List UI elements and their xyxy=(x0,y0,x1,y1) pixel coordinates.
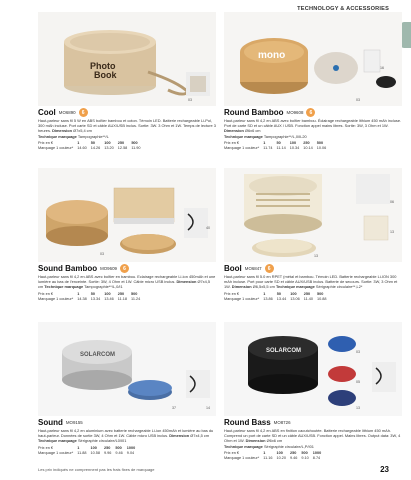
technique-label: Technique marquage xyxy=(38,438,77,444)
dimension-value: Ø6x6 cm xyxy=(266,438,283,444)
product-description: Haut-parleur sans fil 5.0 en RPET (métal et bambou. Témoin LED. Batterie rechargeable Li-ION 300 mAh incluse. Port pour carte SD et câble AUX/USB inclus. Batterie de secours. Sortie: 3W, 3 Ohm et 1W. Dimension Ø6,5x5,5 cm Technique marquage Sérigraphie circulaire**,L2* xyxy=(224,274,398,290)
product-title xyxy=(224,108,402,117)
technique-value: Sérigraphie circulaire**,L2* xyxy=(315,284,363,290)
price-row: Marquage 1 couleur* 14.60 14.26 13.20 12.58 11.90 xyxy=(38,146,141,151)
product-round-bass xyxy=(224,322,402,461)
thumb-number: 40 xyxy=(206,226,210,230)
eco-badge: 6 xyxy=(120,264,129,273)
thumb-number: 05 xyxy=(356,380,360,384)
product-photo xyxy=(224,168,402,262)
product-description: Haut-parleur sans fil 4,2 en ABS en finition caoutchoutée. Batterie rechargeable lithium 450 mAh. Comprend un port de carte SD et un câble AUX/USB. Fonction appel. Mains libres. Output data: 3W, 4 Ohm et 1W. Dimension Ø6x6 cm Technique marquage Sérigraphie circulaire/L,P/I01 xyxy=(224,428,401,449)
technique-value: Tampographie**/L xyxy=(77,133,109,139)
qty-row: Prix en € 1 50 100 250 500 xyxy=(224,292,324,297)
technique-value: Sérigraphie circulaire/L,P/I01 xyxy=(263,443,314,449)
qty-row: Prix en € 1 50 100 250 500 xyxy=(224,141,324,146)
price-table xyxy=(38,292,144,302)
product-title xyxy=(38,418,216,427)
price-table xyxy=(38,141,145,151)
svg-text:Book: Book xyxy=(94,70,117,80)
product-title xyxy=(38,264,216,273)
footer-note: Les prix indiqués ne comprennent pas les frais fixes de marquage xyxy=(38,467,155,472)
price-row: Marquage 1 couleur* 11.16 10.20 9.46 9.10 8.74 xyxy=(224,456,321,461)
speaker-round-bamboo-photo xyxy=(224,12,402,106)
svg-text:mono: mono xyxy=(258,50,286,61)
product-title xyxy=(224,418,402,427)
qty-row: Prix en € 1 100 250 500 1000 xyxy=(224,451,322,456)
product-round-bamboo xyxy=(224,12,402,151)
product-name: Bool xyxy=(224,264,242,273)
thumb-number: 13 xyxy=(314,254,318,258)
speaker-sound-bamboo-photo xyxy=(38,168,216,262)
product-code: MO9608 xyxy=(286,110,304,115)
product-description: Haut-parleur sans fil 4,2 en aluminium avec batterie rechargeable Li-ion 450mAh et lumière au bas du haut-parleur. Données de sortie 3W, 4 Ohm et 1W. Câble micro USB inclus. Dimension Ø7x4,5 cm Technique marquage Sérigraphie circulaire/L0/I01 xyxy=(38,428,214,444)
product-photo xyxy=(224,12,402,106)
product-name: Round Bass xyxy=(224,418,271,427)
product-sound-bamboo xyxy=(38,168,216,302)
thumb-number: 14 xyxy=(206,406,210,410)
price-row: Marquage 1 couleur* 11.74 11.14 10.34 10.14 10.06 xyxy=(224,146,327,151)
technique-value: Tampographie**/L,0/IL20 xyxy=(263,133,307,139)
product-code: MO6847 xyxy=(244,266,262,271)
product-photo xyxy=(38,322,216,416)
product-name: Sound xyxy=(38,418,63,427)
dimension-label: Dimension xyxy=(231,284,252,290)
speaker-sound-photo xyxy=(38,322,216,416)
product-sound xyxy=(38,322,216,456)
price-row: Marquage 1 couleur* 14.38 13.34 13.46 11.18 11.24 xyxy=(38,297,141,302)
svg-text:SOLARCOM: SOLARCOM xyxy=(266,348,301,354)
qty-row: Prix en € 1 50 100 250 500 xyxy=(38,292,138,297)
eco-badge: 6 xyxy=(306,108,315,117)
technique-label: Technique marquage xyxy=(44,284,84,290)
product-photo xyxy=(38,168,216,262)
section-header: TECHNOLOGY & ACCESSORIES xyxy=(297,6,389,12)
thumb-number: 03 xyxy=(100,252,104,256)
dimension-value: Ø7x4,5 cm xyxy=(190,433,210,439)
product-code: MO9609 xyxy=(100,266,117,271)
dimension-value: Ø7x5,4 cm xyxy=(73,128,92,134)
technique-label: Technique marquage xyxy=(224,443,263,449)
technique-value: Tampographie**/L,0/I1 xyxy=(84,284,123,290)
product-photo xyxy=(38,12,216,106)
price-table xyxy=(224,141,330,151)
dimension-label: Dimension xyxy=(52,128,72,134)
speaker-round-bass-photo xyxy=(224,322,402,416)
section-tab[interactable] xyxy=(401,22,411,48)
speaker-bool-photo xyxy=(224,168,402,262)
eco-badge: 6 xyxy=(265,264,274,273)
thumb-number: 03 xyxy=(188,98,192,102)
product-photo xyxy=(224,322,402,416)
svg-text:SOLARCOM: SOLARCOM xyxy=(80,352,115,358)
qty-row: Prix en € 1 50 100 250 500 xyxy=(38,141,138,146)
technique-value: Sérigraphie circulaire/L0/I01 xyxy=(77,438,127,444)
qty-row: Prix en € 1 100 250 500 1000 xyxy=(38,446,136,451)
product-name: Round Bamboo xyxy=(224,108,284,117)
product-name: Cool xyxy=(38,108,56,117)
product-code: MO9155 xyxy=(65,420,83,425)
technique-label: Technique marquage xyxy=(38,133,77,139)
thumb-number: 06 xyxy=(390,200,394,204)
thumb-number: 03 xyxy=(356,98,360,102)
thumb-number: 37 xyxy=(172,406,176,410)
dimension-label: Dimension xyxy=(224,128,244,134)
product-title xyxy=(38,108,216,117)
price-table xyxy=(38,446,139,456)
dimension-value: Ø6,5x5,5 cm xyxy=(252,284,275,290)
product-name: Sound Bamboo xyxy=(38,264,98,273)
dimension-value: Ø6x6 cm xyxy=(244,128,261,134)
price-row: Marquage 1 couleur* 11.88 10.58 9.96 9.46 9.04 xyxy=(38,451,135,456)
dimension-label: Dimension xyxy=(169,433,190,439)
price-row: Marquage 1 couleur* 13.86 13.44 13.06 11.40 10.88 xyxy=(224,297,327,302)
technique-label: Technique marquage xyxy=(224,133,263,139)
thumb-number: 13 xyxy=(390,230,394,234)
eco-badge: 6 xyxy=(79,108,88,117)
product-bool xyxy=(224,168,402,302)
technique-label: Technique marquage xyxy=(275,284,315,290)
thumb-number: 16 xyxy=(380,66,384,70)
product-description: Haut-parleur sans fil 4,2 en ABS avec boîtier en bambou. Eclairage rechargeable Li-ion 450mAh et une lumière au bas de l'enceinte. Sortie: 3W, 4 Ohm et 1W. Câble micro USB inclus. Dimension Ø7x4,5 cm Technique marquage Tampographie**/L,0/I1 xyxy=(38,274,216,290)
product-code: MO6890 xyxy=(58,110,76,115)
dimension-value: Ø7x4,5 cm xyxy=(38,279,211,290)
product-title xyxy=(224,264,402,273)
product-description: Haut-parleur sans fil 5 W en ABS boîtier bambou et coton. Témoin LED. Batterie rechargeable Li-Pol, 300 mAh incluse. Port carte SD et câble AUX/USB inclus. Sortie: 3W. 3 Ohm et 1W. Temps de lecture 3 heures. Dimension Ø7x5,4 cm Technique marquage Tampographie**/L xyxy=(38,118,216,139)
thumb-number: 03 xyxy=(356,350,360,354)
dimension-label: Dimension xyxy=(245,438,266,444)
thumb-number: 13 xyxy=(356,406,360,410)
price-table xyxy=(224,451,325,461)
page-number: 23 xyxy=(380,465,389,474)
product-code: MO8726 xyxy=(273,420,291,425)
speaker-bamboo-photo xyxy=(38,12,216,106)
dimension-label: Dimension xyxy=(176,279,197,285)
product-cool xyxy=(38,12,216,151)
price-table xyxy=(224,292,331,302)
product-description: Haut-parleur sans fil 4,2 en ABS avec boîtier bambou. Éclairage rechargeable lithium 450 mAh incluse. Port de carte SD et un câble AUX / USB. Fonction appel mains libres. Sortie: 3W, 3 Ohm et 1W. Dimension Ø6x6 cm Technique marquage Tampographie**/L,0/IL20 xyxy=(224,118,402,139)
svg-text:Photo: Photo xyxy=(90,61,116,71)
